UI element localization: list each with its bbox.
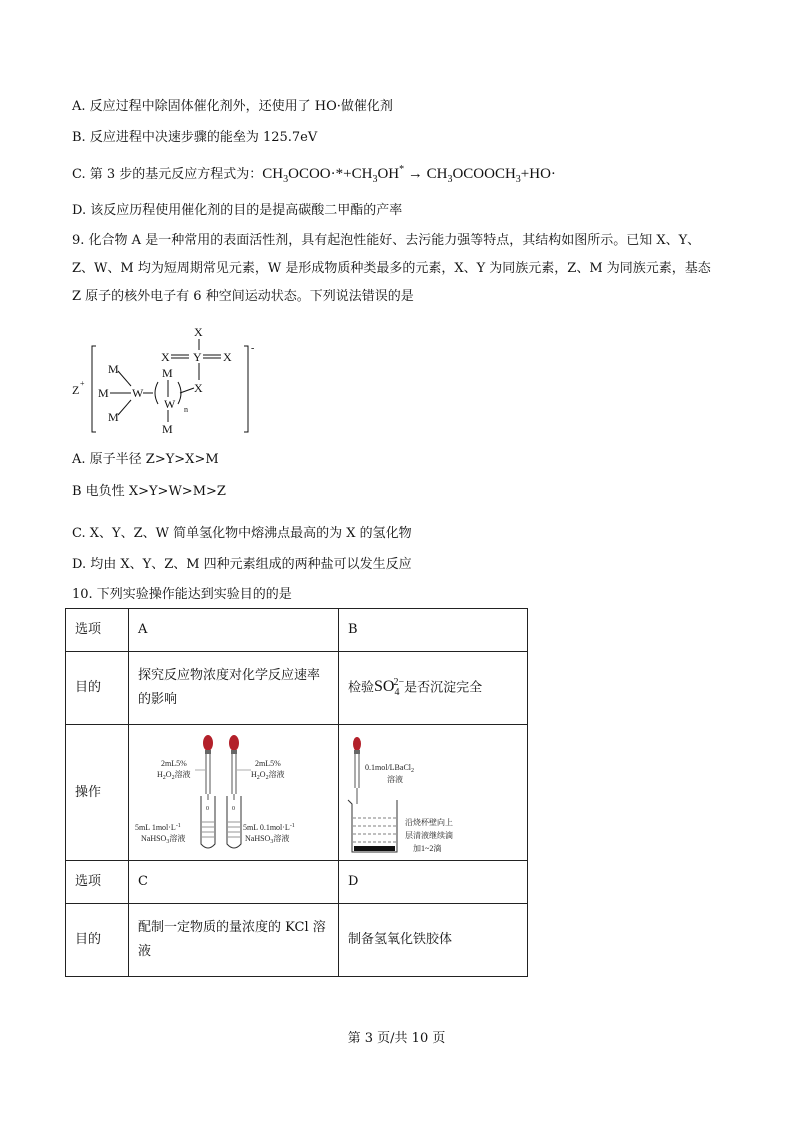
svg-text:加1~2滴: 加1~2滴 — [413, 843, 442, 853]
q9-stem: 9. 化合物 A 是一种常用的表面活性剂，具有起泡性能好、去污能力强等特点，其结构如图所示。已知 X、Y、Z、W、M 均为短周期常见元素，W 是形成物质种类最多的元素，X、Y 为同族元素，Z、M 为同族元素，基态 Z 原子的核外电子有 6 种空间运动状态。下列说法错误的是 — [72, 233, 711, 304]
svg-text:0: 0 — [206, 805, 209, 812]
option-a-purpose: 探究反应物浓度对化学反应速率的影响 — [129, 652, 339, 725]
reaction-arrow: → — [404, 166, 427, 182]
q8-option-d: D. 该反应历程使用催化剂的目的是提高碳酸二甲酯的产率 — [72, 203, 403, 218]
option-a-letter: A — [129, 609, 339, 652]
option-a-figure-cell — [129, 725, 339, 861]
svg-text:W: W — [132, 386, 144, 400]
q8-option-a: A. 反应过程中除固体催化剂外，还使用了 HO·做催化剂 — [72, 99, 393, 114]
q10-stem: 10. 下列实验操作能达到实验目的的是 — [72, 587, 292, 602]
svg-text:M: M — [98, 386, 109, 400]
svg-text:X: X — [194, 381, 203, 395]
option-a-test-tubes-figure — [133, 730, 333, 856]
option-d-purpose: 制备氢氧化铁胶体 — [339, 904, 528, 977]
option-c-letter: C — [129, 861, 339, 904]
svg-text:+: + — [80, 379, 85, 388]
purpose-label: 目的 — [66, 652, 129, 725]
svg-text:层清液继续滴: 层清液继续滴 — [405, 830, 453, 840]
svg-text:X: X — [194, 326, 203, 339]
table-row — [66, 725, 528, 861]
q9-option-a: A. 原子半径 Z>Y>X>M — [72, 452, 219, 467]
svg-text:n: n — [184, 405, 188, 414]
q9-option-c: C. X、Y、Z、W 简单氢化物中熔沸点最高的为 X 的氢化物 — [72, 526, 412, 541]
table-row — [66, 861, 528, 904]
svg-text:M: M — [162, 422, 173, 436]
svg-text:0: 0 — [232, 805, 235, 812]
svg-text:M: M — [108, 410, 119, 424]
svg-text:X: X — [223, 350, 232, 364]
svg-text:NaHSO3溶液: NaHSO$_3$溶液 — [141, 833, 186, 845]
svg-text:溶液: 溶液 — [387, 774, 403, 784]
right-bracket — [244, 346, 248, 432]
operation-label: 操作 — [66, 725, 129, 861]
option-b-letter: B — [339, 609, 528, 652]
option-b-purpose: 检验$SO_4^{2-}$是否沉淀完全 — [339, 652, 528, 725]
table-row — [66, 609, 528, 652]
header-option-label: 选项 — [66, 609, 129, 652]
svg-text:-: - — [251, 343, 255, 354]
q9-option-d: D. 均由 X、Y、Z、M 四种元素组成的两种盐可以发生反应 — [72, 557, 412, 572]
q8-option-c-equation: $CH_3OCOO\cdot*+CH_3OH^*$ → $CH_3OCOOCH_3+HO\cdot$ — [262, 164, 556, 185]
svg-text:H2O2溶液: $H_2O_2$溶液 — [157, 769, 191, 781]
svg-text:H2O2溶液: $H_2O_2$溶液 — [251, 769, 285, 781]
dropper-bulb-icon — [353, 737, 361, 751]
option-c-purpose: 配制一定物质的量浓度的 KCl 溶液 — [129, 904, 339, 977]
z-cation-label: Z — [72, 383, 80, 397]
precipitate — [354, 846, 395, 851]
q9-option-b: B 电负性 X>Y>W>M>Z — [72, 484, 226, 499]
left-bracket — [92, 346, 96, 432]
svg-text:NaHSO3溶液: NaHSO$_3$溶液 — [245, 833, 290, 845]
svg-text:X: X — [161, 350, 170, 364]
q8-option-b: B. 反应进程中决速步骤的能垒为 125.7eV — [72, 130, 318, 145]
table-row — [66, 652, 528, 725]
page-footer: 第 3 页/共 10 页 — [347, 1031, 446, 1046]
q8-option-c-prefix: C. 第 3 步的基元反应方程式为： — [72, 167, 263, 182]
svg-text:沿烧杯壁向上: 沿烧杯壁向上 — [405, 817, 453, 827]
q8-option-c — [72, 160, 556, 190]
q9-structure-diagram — [68, 326, 268, 438]
svg-text:0.1mol/LBaCl2: 0.1mol/LBaCl$_2$ — [365, 762, 414, 774]
table-row — [66, 904, 528, 977]
option-b-beaker-figure — [343, 730, 523, 856]
svg-text:2mL5%: 2mL5% — [255, 758, 281, 768]
svg-text:M: M — [162, 366, 173, 380]
option-b-figure-cell — [339, 725, 528, 861]
svg-text:W: W — [164, 397, 176, 411]
header-option-label-2: 选项 — [66, 861, 129, 904]
right-dropper-bulb-icon — [229, 735, 239, 751]
q10-options-table — [65, 608, 528, 977]
svg-text:M: M — [108, 362, 119, 376]
svg-text:5mL 0.1mol·L-1: 5mL $0.1mol\cdot L^{-1}$ — [243, 822, 295, 832]
svg-text:Y: Y — [193, 350, 202, 364]
option-d-letter: D — [339, 861, 528, 904]
svg-text:5mL 1mol·L-1: 5mL $1mol\cdot L^{-1}$ — [135, 822, 181, 832]
left-dropper-bulb-icon — [203, 735, 213, 751]
purpose-label-2: 目的 — [66, 904, 129, 977]
svg-text:2mL5%: 2mL5% — [161, 758, 187, 768]
